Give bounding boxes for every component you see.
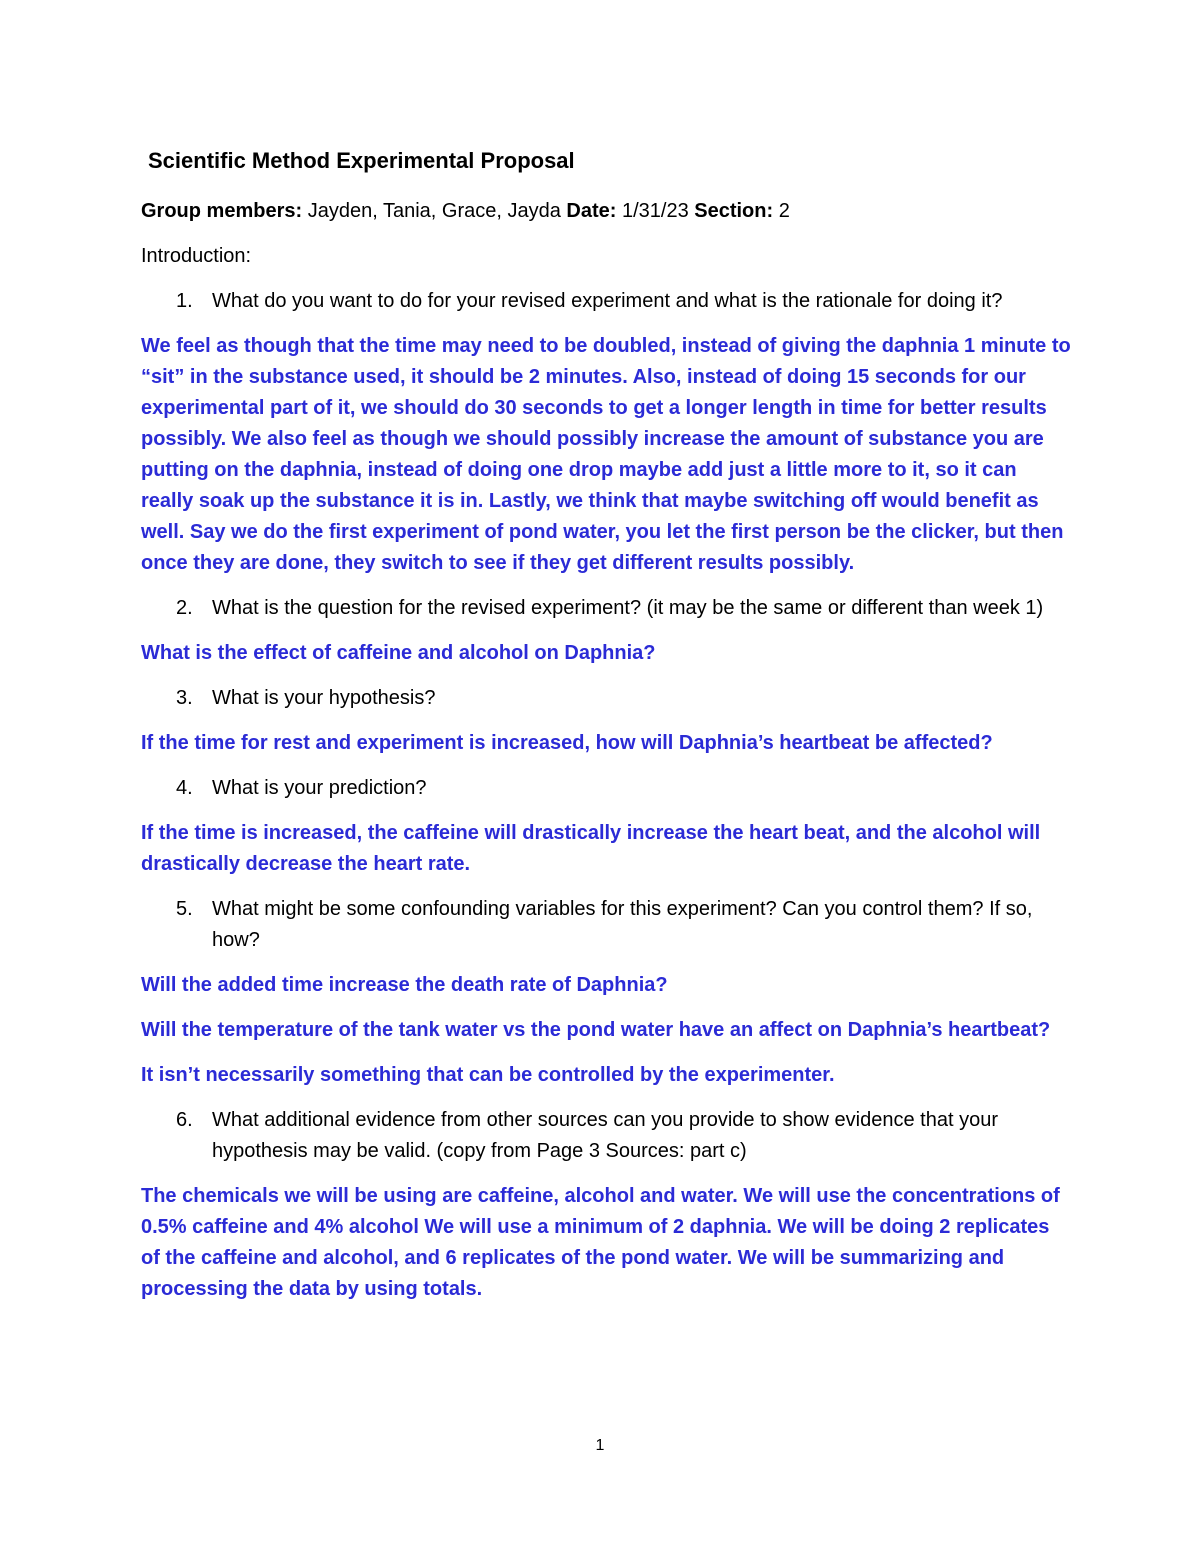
answer-2: What is the effect of caffeine and alcohol on Daphnia? [141, 642, 656, 664]
answer-5-death-rate: Will the added time increase the death rate of Daphnia? [141, 974, 668, 996]
question-text: What is your hypothesis? [212, 687, 436, 709]
answer-1: We feel as though that the time may need to be doubled, instead of giving the daphnia 1 minute to “sit” in the substance used, it should be 2 minutes. Also, instead of doing 15 seconds for our experimental part of it, we should do 30 seconds to get a longer length in time for better results possibly. We also feel as though we should possibly increase the amount of substance you are putting on the daphnia, instead of doing one drop maybe add just a little more to it, so it can really soak up the substance it is in. Lastly, we think that maybe switching off would benefit as well. Say we do the first experiment of pond water, you let the first person be the clicker, but then once they are done, they switch to see if they get different results possibly. [141, 335, 1071, 574]
question-1 [141, 286, 1071, 317]
introduction-heading: Introduction: [141, 245, 252, 267]
question-4 [141, 773, 1071, 804]
question-number: 4. [176, 777, 193, 799]
answer-5-control: It isn’t necessarily something that can be controlled by the experimenter. [141, 1064, 835, 1086]
document-content [141, 146, 1071, 1305]
question-number: 1. [176, 290, 193, 312]
question-5 [141, 894, 1071, 956]
question-text: What is the question for the revised experiment? (it may be the same or different than week 1) [212, 597, 1044, 619]
group-members-value: Jayden, Tania, Grace, Jayda [302, 200, 567, 222]
group-members-label: Group members: [141, 200, 303, 222]
page-number: 1 [595, 1437, 605, 1454]
question-number: 5. [176, 898, 193, 920]
question-text: What additional evidence from other sources can you provide to show evidence that your hypothesis may be valid. (copy from Page 3 Sources: part c) [212, 1109, 998, 1162]
question-number: 2. [176, 597, 193, 619]
answer-5-temperature: Will the temperature of the tank water vs the pond water have an affect on Daphnia’s heartbeat? [141, 1019, 1051, 1041]
question-number: 3. [176, 687, 193, 709]
question-text: What do you want to do for your revised experiment and what is the rationale for doing it? [212, 290, 1003, 312]
section-value: 2 [773, 200, 790, 222]
group-info-line [141, 196, 1071, 227]
answer-3: If the time for rest and experiment is increased, how will Daphnia’s heartbeat be affected? [141, 732, 993, 754]
date-label: Date: [566, 200, 617, 222]
question-2 [141, 593, 1071, 624]
question-text: What might be some confounding variables for this experiment? Can you control them? If so, how? [212, 898, 1033, 951]
question-6 [141, 1105, 1071, 1167]
date-value: 1/31/23 [616, 200, 695, 222]
question-number: 6. [176, 1109, 193, 1131]
answer-4: If the time is increased, the caffeine will drastically increase the heart beat, and the alcohol will drastically decrease the heart rate. [141, 822, 1041, 875]
question-text: What is your prediction? [212, 777, 427, 799]
question-3 [141, 683, 1071, 714]
document-title: Scientific Method Experimental Proposal [148, 148, 575, 173]
answer-6: The chemicals we will be using are caffeine, alcohol and water. We will use the concentrations of 0.5% caffeine and 4% alcohol We will use a minimum of 2 daphnia. We will be doing 2 replicates of the caffeine and alcohol, and 6 replicates of the pond water. We will be summarizing and processing the data by using totals. [141, 1185, 1060, 1300]
section-label: Section: [694, 200, 774, 222]
